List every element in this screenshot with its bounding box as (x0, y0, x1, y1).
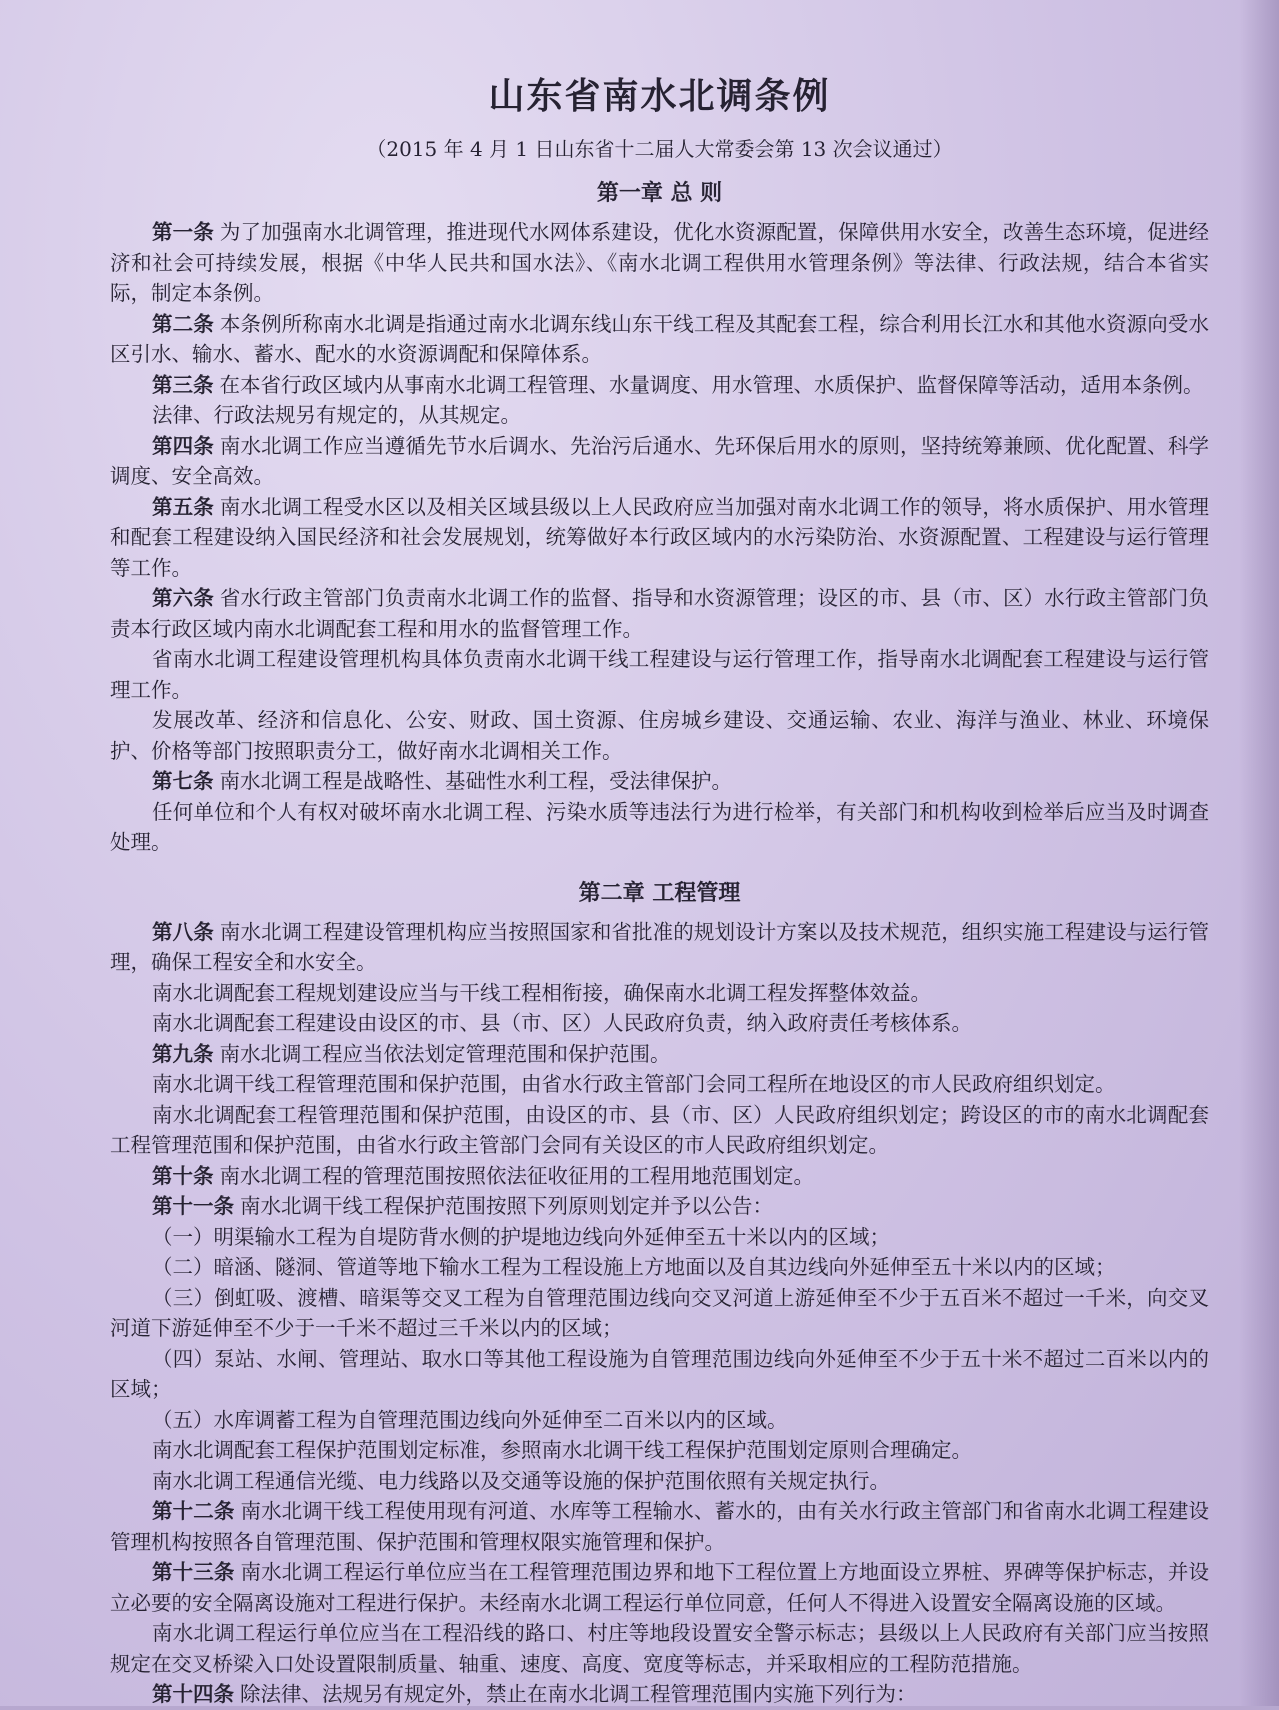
article-paragraph (110, 1039, 1209, 1070)
article-paragraph (110, 217, 1209, 309)
article-number: 第一条 (152, 220, 214, 244)
article-paragraph (110, 1161, 1209, 1192)
article-paragraph (110, 1008, 1209, 1039)
article-text: 南水北调工程是战略性、基础性水利工程，受法律保护。 (219, 769, 732, 793)
article-paragraph (110, 309, 1209, 370)
article-text: 南水北调工作应当遵循先节水后调水、先治污后通水、先环保后用水的原则，坚持统筹兼顾、优化配置、科学调度、安全高效。 (110, 433, 1210, 488)
article-text: 省南水北调工程建设管理机构具体负责南水北调干线工程建设与运行管理工作，指导南水北调配套工程建设与运行管理工作。 (110, 647, 1209, 702)
article-paragraph (110, 1222, 1209, 1253)
page-shadow (1239, 0, 1279, 1706)
article-number: 第二条 (152, 311, 214, 336)
article-paragraph (110, 1435, 1209, 1466)
article-text: 南水北调工程的管理范围按照依法征收征用的工程用地范围划定。 (219, 1163, 814, 1188)
document-title: 山东省南水北调条例 (488, 75, 831, 117)
article-text: 南水北调配套工程管理范围和保护范围，由设区的市、县（市、区）人民政府组织划定；跨设区的市的南水北调配套工程管理范围和保护范围，由省水行政主管部门会同有关设区的市人民政府组织划定。 (110, 1102, 1209, 1157)
article-text: 除法律、法规另有规定外，禁止在南水北调工程管理范围内实施下列行为： (240, 1682, 917, 1706)
article-paragraph (110, 1405, 1209, 1436)
article-paragraph (110, 797, 1209, 858)
article-number: 第五条 (152, 494, 214, 519)
article-number: 第六条 (152, 586, 214, 610)
article-number: 第四条 (152, 433, 214, 458)
article-text: 南水北调配套工程保护范围划定标准，参照南水北调干线工程保护范围划定原则合理确定。 (152, 1438, 972, 1462)
chapters-container (110, 176, 1209, 1710)
article-paragraph (110, 1069, 1209, 1100)
article-text: 法律、行政法规另有规定的，从其规定。 (152, 403, 521, 427)
article-number: 第三条 (152, 372, 214, 397)
article-text: 南水北调干线工程保护范围按照下列原则划定并予以公告： (240, 1194, 773, 1218)
article-text: 在本省行政区域内从事南水北调工程管理、水量调度、用水管理、水质保护、监督保障等活动，适用本条例。 (219, 372, 1204, 397)
article-paragraph (110, 1466, 1209, 1497)
article-number: 第十四条 (152, 1682, 234, 1706)
article-paragraph (110, 1344, 1209, 1405)
article-paragraph (110, 1100, 1209, 1161)
article-number: 第十三条 (152, 1560, 235, 1584)
article-text: 本条例所称南水北调是指通过南水北调东线山东干线工程及其配套工程，综合利用长江水和其他水资源向受水区引水、输水、蓄水、配水的水资源调配和保障体系。 (110, 311, 1210, 366)
article-text: 南水北调配套工程规划建设应当与干线工程相衔接，确保南水北调工程发挥整体效益。 (152, 980, 931, 1005)
article-paragraph (110, 370, 1209, 401)
article-text: 南水北调干线工程管理范围和保护范围，由省水行政主管部门会同工程所在地设区的市人民政府组织划定。 (152, 1072, 1116, 1096)
article-text: 任何单位和个人有权对破坏南水北调工程、污染水质等违法行为进行检举，有关部门和机构收到检举后应当及时调查处理。 (110, 799, 1209, 854)
article-paragraph (110, 1679, 1209, 1710)
article-paragraph (110, 431, 1209, 492)
article-text: 南水北调工程应当依法划定管理范围和保护范围。 (219, 1041, 671, 1066)
document-subtitle: （2015 年 4 月 1 日山东省十二届人大常委会第 13 次会议通过） (366, 137, 953, 161)
article-text: 南水北调工程运行单位应当在工程管理范围边界和地下工程位置上方地面设立界桩、界碑等保护标志，并设立必要的安全隔离设施对工程进行保护。未经南水北调工程运行单位同意，任何人不得进入设置安全隔离设施的区域。 (110, 1560, 1210, 1615)
article-text: （三）倒虹吸、渡槽、暗渠等交叉工程为自管理范围边线向交叉河道上游延伸至不少于五百米不超过一千米，向交叉河道下游延伸至不少于一千米不超过三千米以内的区域； (110, 1285, 1209, 1340)
article-paragraph (110, 400, 1209, 431)
article-text: （一）明渠输水工程为自堤防背水侧的护堤地边线向外延伸至五十米以内的区域； (152, 1224, 890, 1249)
article-text: （四）泵站、水闸、管理站、取水口等其他工程设施为自管理范围边线向外延伸至不少于五十米不超过二百米以内的区域； (110, 1346, 1209, 1401)
chapter-heading: 第一章 总 则 (596, 180, 723, 206)
article-text: 南水北调工程建设管理机构应当按照国家和省批准的规划设计方案以及技术规范，组织实施工程建设与运行管理，确保工程安全和水安全。 (110, 919, 1210, 974)
article-text: 南水北调干线工程使用现有河道、水库等工程输水、蓄水的，由有关水行政主管部门和省南水北调工程建设管理机构按照各自管理范围、保护范围和管理权限实施管理和保护。 (110, 1499, 1210, 1554)
article-paragraph (110, 1252, 1209, 1283)
article-text: 南水北调工程运行单位应当在工程沿线的路口、村庄等地段设置安全警示标志；县级以上人民政府有关部门应当按照规定在交叉桥梁入口处设置限制质量、轴重、速度、高度、宽度等标志，并采取相应的工程防范措施。 (110, 1621, 1209, 1676)
article-text: 南水北调配套工程建设由设区的市、县（市、区）人民政府负责，纳入政府责任考核体系。 (152, 1011, 972, 1035)
article-text: 南水北调工程受水区以及相关区域县级以上人民政府应当加强对南水北调工作的领导，将水质保护、用水管理和配套工程建设纳入国民经济和社会发展规划，统筹做好本行政区域内的水污染防治、水资源配置、工程建设与运行管理等工作。 (110, 494, 1210, 580)
article-paragraph (110, 583, 1209, 644)
article-paragraph (110, 644, 1209, 705)
article-paragraph (110, 1618, 1209, 1679)
article-paragraph (110, 492, 1209, 584)
article-text: 南水北调工程通信光缆、电力线路以及交通等设施的保护范围依照有关规定执行。 (152, 1468, 890, 1493)
chapter-heading: 第二章 工程管理 (578, 879, 741, 906)
article-text: 发展改革、经济和信息化、公安、财政、国土资源、住房城乡建设、交通运输、农业、海洋与渔业、林业、环境保护、价格等部门按照职责分工，做好南水北调相关工作。 (110, 708, 1209, 763)
article-text: 为了加强南水北调管理，推进现代水网体系建设，优化水资源配置，保障供用水安全，改善生态环境，促进经济和社会可持续发展，根据《中华人民共和国水法》、《南水北调工程供用水管理条例》等法律、行政法规，结合本省实际，制定本条例。 (110, 220, 1210, 305)
article-paragraph (110, 1191, 1209, 1222)
article-paragraph (110, 1496, 1209, 1557)
article-paragraph (110, 705, 1209, 766)
article-paragraph (110, 917, 1209, 978)
article-paragraph (110, 978, 1209, 1009)
article-number: 第十二条 (152, 1499, 235, 1523)
article-paragraph (110, 1557, 1209, 1618)
article-number: 第七条 (152, 769, 214, 793)
article-text: 省水行政主管部门负责南水北调工作的监督、指导和水资源管理；设区的市、县（市、区）水行政主管部门负责本行政区域内南水北调配套工程和用水的监督管理工作。 (110, 586, 1210, 641)
article-text: （五）水库调蓄工程为自管理范围边线向外延伸至二百米以内的区域。 (152, 1407, 788, 1432)
article-number: 第十条 (152, 1163, 214, 1188)
article-number: 第十一条 (152, 1194, 234, 1218)
article-text: （二）暗涵、隧洞、管道等地下输水工程为工程设施上方地面以及自其边线向外延伸至五十米以内的区域； (152, 1255, 1116, 1279)
article-number: 第八条 (152, 919, 214, 944)
article-number: 第九条 (152, 1041, 214, 1066)
article-paragraph (110, 1283, 1209, 1344)
article-paragraph (110, 766, 1209, 797)
